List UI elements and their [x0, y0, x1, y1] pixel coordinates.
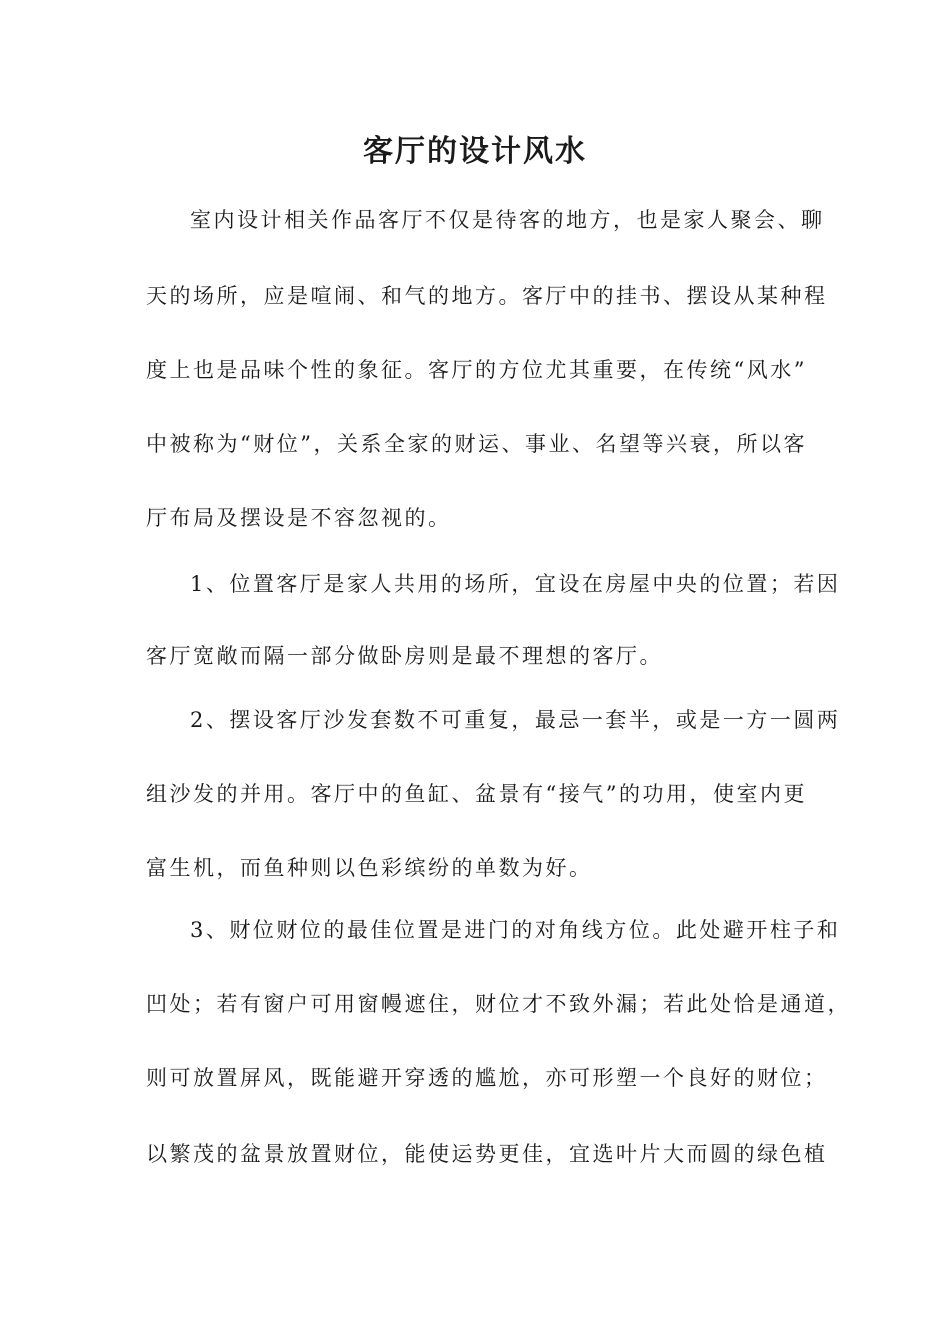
body-text-line: 1、位置客厅是家人共用的场所，宜设在房屋中央的位置；若因: [190, 572, 841, 596]
body-text-line: 客厅宽敞而隔一部分做卧房则是最不理想的客厅。: [146, 644, 663, 668]
body-text-line: 以繁茂的盆景放置财位，能使运势更佳，宜选叶片大而圆的绿色植: [146, 1142, 828, 1166]
body-text-line: 天的场所，应是喧闹、和气的地方。客厅中的挂书、摆设从某种程: [146, 284, 828, 308]
body-text-line: 室内设计相关作品客厅不仅是待客的地方，也是家人聚会、聊: [190, 208, 825, 232]
body-text-line: 厅布局及摆设是不容忽视的。: [146, 506, 452, 530]
body-text-line: 组沙发的并用。客厅中的鱼缸、盆景有“接气”的功用，使室内更: [146, 782, 807, 806]
body-text-line: 中被称为“财位”，关系全家的财运、事业、名望等兴衰，所以客: [146, 432, 807, 456]
body-text-line: 富生机，而鱼种则以色彩缤纷的单数为好。: [146, 856, 593, 880]
body-text-line: 凹处；若有窗户可用窗幔遮住，财位才不致外漏；若此处恰是通道，: [146, 992, 851, 1016]
body-text-line: 度上也是品味个性的象征。客厅的方位尤其重要，在传统“风水”: [146, 358, 807, 382]
page-title: 客厅的设计风水: [363, 134, 587, 169]
body-text-line: 则可放置屏风，既能避开穿透的尴尬，亦可形塑一个良好的财位；: [146, 1066, 828, 1090]
body-text-line: 3、财位财位的最佳位置是进门的对角线方位。此处避开柱子和: [190, 918, 841, 942]
body-text-line: 2、摆设客厅沙发套数不可重复，最忌一套半，或是一方一圆两: [190, 708, 841, 732]
